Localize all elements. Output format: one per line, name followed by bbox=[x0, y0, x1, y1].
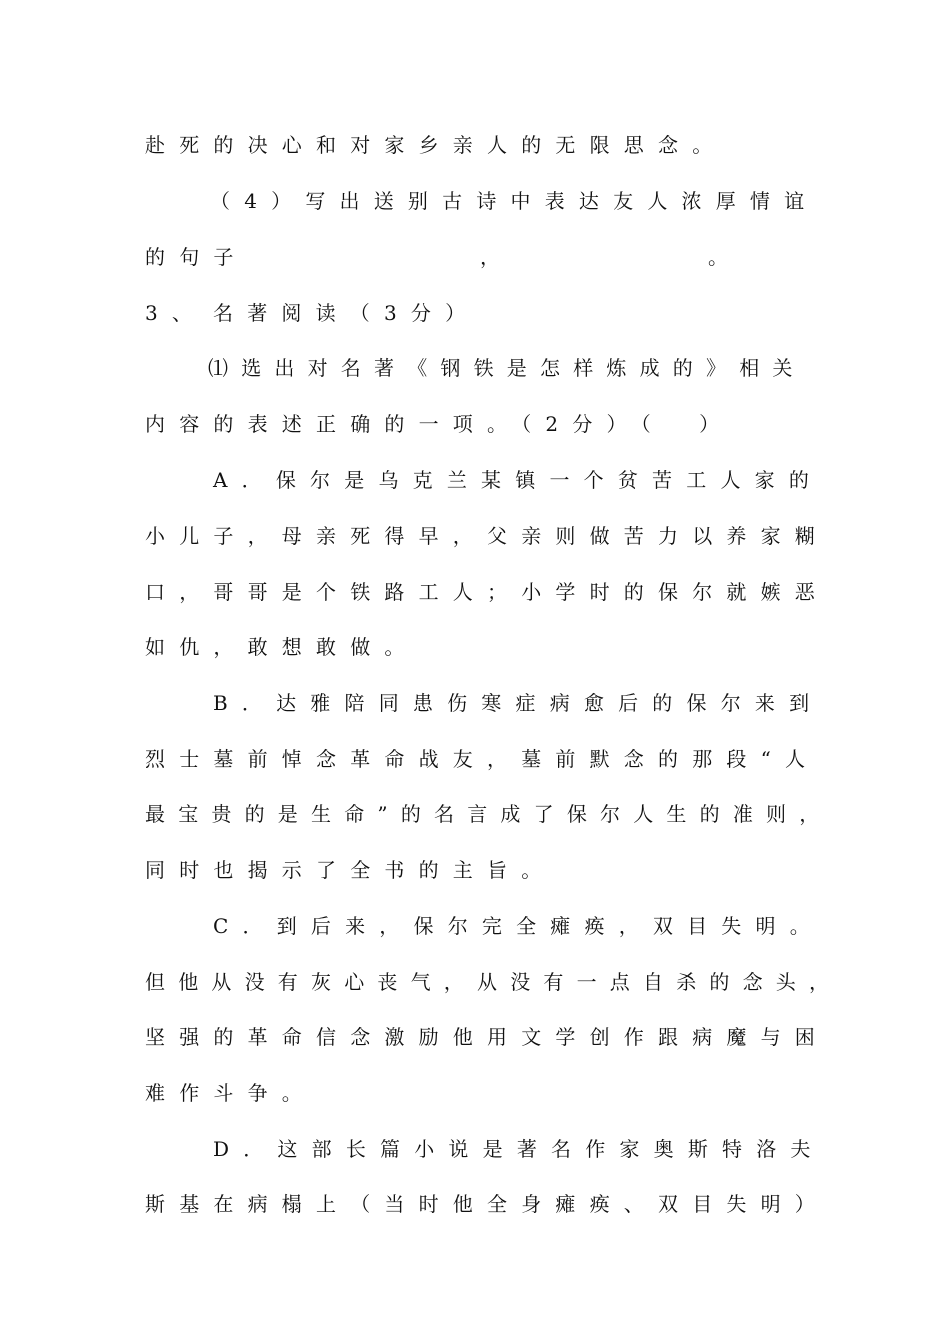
text-line-11 bbox=[0, 688, 950, 718]
text-line-9 bbox=[0, 577, 950, 607]
text-line-14 bbox=[0, 855, 950, 885]
text-line-18 bbox=[0, 1078, 950, 1108]
text-line-8 bbox=[0, 521, 950, 551]
line-text: （4）写出送别古诗中表达友人浓厚情谊 bbox=[210, 189, 819, 213]
line-text: 如仇，敢想敢做。 bbox=[145, 635, 419, 659]
line-text: 斯基在病榻上（当时他全身瘫痪、双目失明） bbox=[145, 1192, 829, 1216]
line-text: 口，哥哥是个铁路工人；小学时的保尔就嫉恶 bbox=[145, 580, 829, 604]
line-text: 小儿子，母亲死得早，父亲则做苦力以养家糊 bbox=[145, 524, 829, 548]
text-line-15 bbox=[0, 911, 950, 941]
text-line-1 bbox=[0, 130, 950, 160]
line-text: 最宝贵的是生命”的名言成了保尔人生的准则， bbox=[145, 802, 833, 826]
text-line-3 bbox=[0, 242, 950, 272]
section-number: 3、 bbox=[145, 301, 207, 325]
blank-period: 。 bbox=[708, 245, 728, 269]
text-line-5 bbox=[0, 353, 950, 383]
text-line-13 bbox=[0, 799, 950, 829]
text-line-19 bbox=[0, 1134, 950, 1164]
line-text: 同时也揭示了全书的主旨。 bbox=[145, 858, 556, 882]
line-text: ⑴选出对名著《钢铁是怎样炼成的》相关 bbox=[208, 356, 806, 380]
text-line-2 bbox=[0, 186, 950, 216]
line-text: 的句子 bbox=[145, 245, 248, 269]
text-line-6 bbox=[0, 409, 950, 439]
line-text: C．到后来，保尔完全瘫痪，双目失明。 bbox=[213, 914, 824, 938]
line-text: 坚强的革命信念激励他用文学创作跟病魔与困 bbox=[145, 1025, 829, 1049]
text-line-7 bbox=[0, 465, 950, 495]
text-line-17 bbox=[0, 1022, 950, 1052]
line-text: 但他从没有灰心丧气，从没有一点自杀的念头， bbox=[145, 970, 843, 994]
text-line-16 bbox=[0, 967, 950, 997]
text-line-20 bbox=[0, 1189, 950, 1219]
line-text: 内容的表述正确的一项。（2分）（ ） bbox=[145, 412, 734, 436]
line-text: D．这部长篇小说是著名作家奥斯特洛夫 bbox=[213, 1137, 825, 1161]
line-text: B．达雅陪同患伤寒症病愈后的保尔来到 bbox=[213, 691, 824, 715]
line-text: A．保尔是乌克兰某镇一个贫苦工人家的 bbox=[213, 468, 824, 492]
blank-comma: ， bbox=[480, 245, 500, 269]
section-heading: 名著阅读（3分） bbox=[213, 301, 480, 325]
text-line-4 bbox=[0, 298, 950, 328]
line-text: 烈士墓前悼念革命战友，墓前默念的那段“人 bbox=[145, 747, 820, 771]
line-text: 难作斗争。 bbox=[145, 1081, 316, 1105]
text-line-12 bbox=[0, 744, 950, 774]
line-text: 赴死的决心和对家乡亲人的无限思念。 bbox=[145, 133, 727, 157]
text-line-10 bbox=[0, 632, 950, 662]
